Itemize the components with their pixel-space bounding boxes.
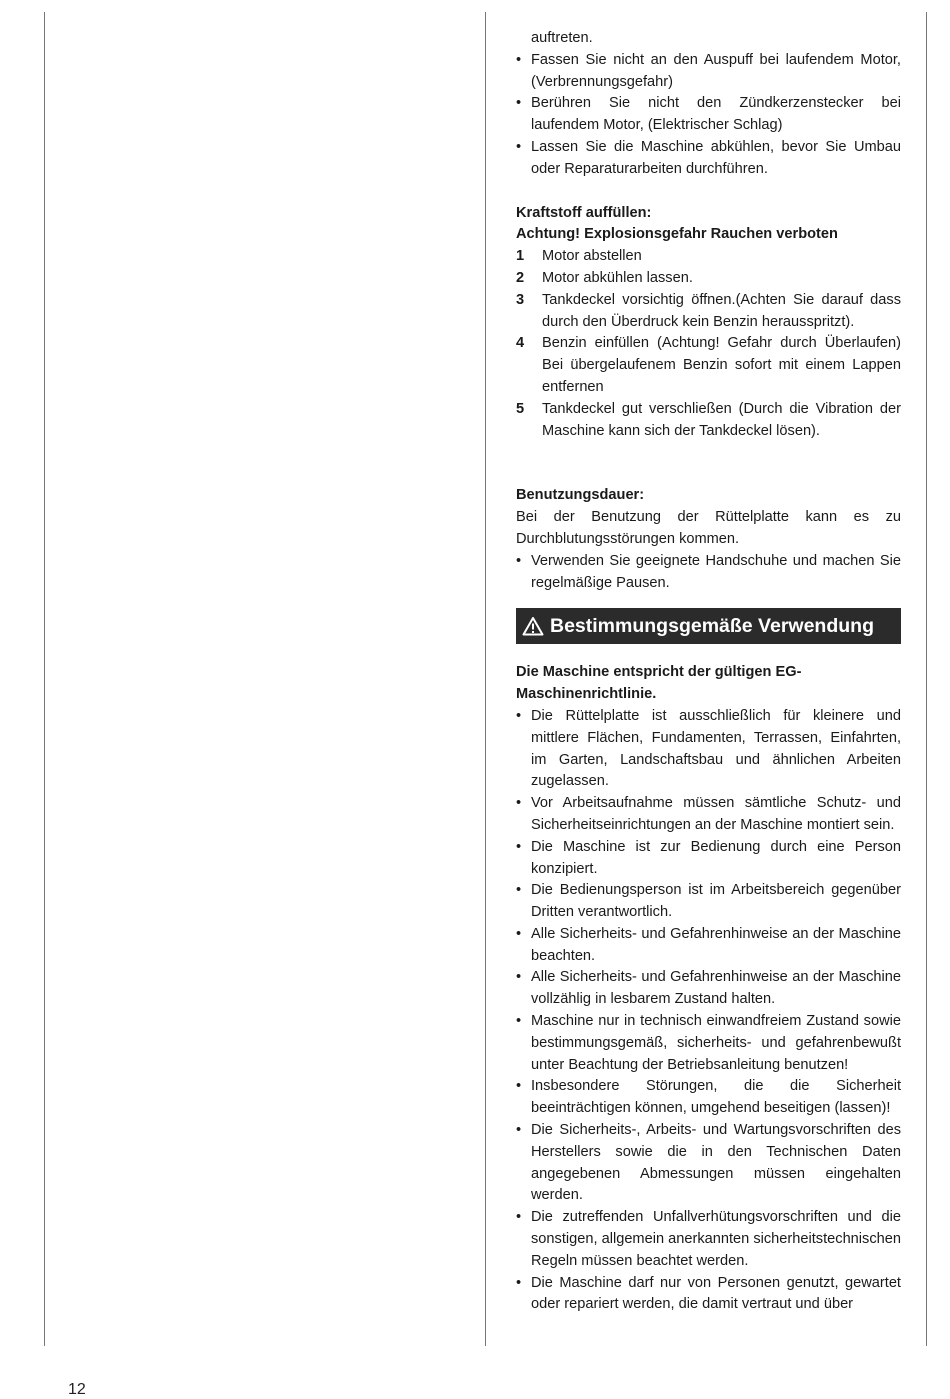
step-item (516, 246, 901, 268)
step-item (516, 333, 901, 398)
step-text: Motor abstellen (542, 248, 642, 265)
usage-intro: Die Maschine entspricht der gültigen EG-Maschinenrichtlinie. (516, 664, 802, 703)
list-item: • Verwenden Sie geeignete Handschuhe und machen Sie regelmäßige Pausen. (516, 551, 901, 595)
step-text: Benzin einfüllen (Achtung! Gefahr durch Überlaufen) Bei übergelaufenem Benzin sofort mit einem Lappen entfernen (542, 335, 901, 395)
step-number: 3 (516, 291, 525, 308)
step-text: Tankdeckel gut verschließen (Durch die Vibration der Maschine kann sich der Tankdeckel lösen). (542, 400, 901, 439)
step-item (516, 290, 901, 334)
step-item (516, 268, 901, 290)
list-item: • Die Sicherheits-, Arbeits- und Wartungsvorschriften des Herstellers sowie die in den Technischen Daten angegebenen Abmessungen müssen eingehalten werden. (516, 1120, 901, 1207)
step-text: Motor abkühlen lassen. (542, 269, 693, 286)
continuation-text: auftreten. (531, 30, 593, 46)
step-item (516, 399, 901, 443)
step-number: 4 (516, 335, 525, 352)
list-item: • Maschine nur in technisch einwandfreiem Zustand sowie bestimmungsgemäß, sicherheits- und gefahrenbewußt unter Beachtung der Betriebsanleitung benutzen! (516, 1011, 901, 1076)
refuel-warning: Achtung! Explosionsgefahr Rauchen verboten (516, 226, 838, 243)
list-item: • Die Maschine darf nur von Personen genutzt, gewartet oder repariert werden, die damit vertraut und über (516, 1273, 901, 1317)
duration-text: Bei der Benutzung der Rüttelplatte kann es zu Durchblutungsstörungen kommen. (516, 509, 901, 547)
section-banner (516, 608, 901, 644)
refuel-heading: Kraftstoff auffüllen: (516, 204, 652, 221)
list-item: • Alle Sicherheits- und Gefahrenhinweise an der Maschine vollzählig in lesbarem Zustand halten. (516, 967, 901, 1011)
step-number: 5 (516, 400, 525, 417)
right-column (516, 28, 901, 1316)
step-number: 2 (516, 269, 525, 286)
right-margin-rule (926, 12, 927, 1346)
list-item: • Alle Sicherheits- und Gefahrenhinweise an der Maschine beachten. (516, 924, 901, 968)
list-item: • Insbesondere Störungen, die die Sicherheit beeinträchtigen können, umgehend beseitigen (lassen)! (516, 1076, 901, 1120)
list-item: • Die Bedienungsperson ist im Arbeitsbereich gegenüber Dritten verantwortlich. (516, 880, 901, 924)
list-item: • Vor Arbeitsaufnahme müssen sämtliche Schutz- und Sicherheitseinrichtungen an der Maschine montiert sein. (516, 793, 901, 837)
list-item: • Fassen Sie nicht an den Auspuff bei laufendem Motor, (Verbrennungsgefahr) (516, 50, 901, 94)
step-text: Tankdeckel vorsichtig öffnen.(Achten Sie darauf dass durch den Überdruck kein Benzin herausspritzt). (542, 291, 901, 330)
page-number: 12 (68, 1381, 86, 1398)
list-item: • Berühren Sie nicht den Zündkerzenstecker bei laufendem Motor, (Elektrischer Schlag) (516, 93, 901, 137)
warning-triangle-icon (522, 616, 544, 636)
list-item: • Lassen Sie die Maschine abkühlen, bevor Sie Umbau oder Reparaturarbeiten durchführen. (516, 137, 901, 181)
duration-heading: Benutzungsdauer: (516, 487, 645, 504)
left-margin-rule (44, 12, 45, 1346)
column-divider-rule (485, 12, 486, 1346)
list-item: • Die Rüttelplatte ist ausschließlich für kleinere und mittlere Flächen, Fundamenten, Terrassen, Einfahrten, im Garten, Landschaftsbau und ähnlichen Arbeiten zugelassen. (516, 706, 901, 793)
list-item: • Die Maschine ist zur Bedienung durch eine Person konzipiert. (516, 837, 901, 881)
step-number: 1 (516, 248, 525, 265)
list-item: • Die zutreffenden Unfallverhütungsvorschriften und die sonstigen, allgemein anerkannten sicherheitstechnischen Regeln müssen beachtet werden. (516, 1207, 901, 1272)
banner-title: Bestimmungsgemäße Verwendung (550, 615, 874, 638)
